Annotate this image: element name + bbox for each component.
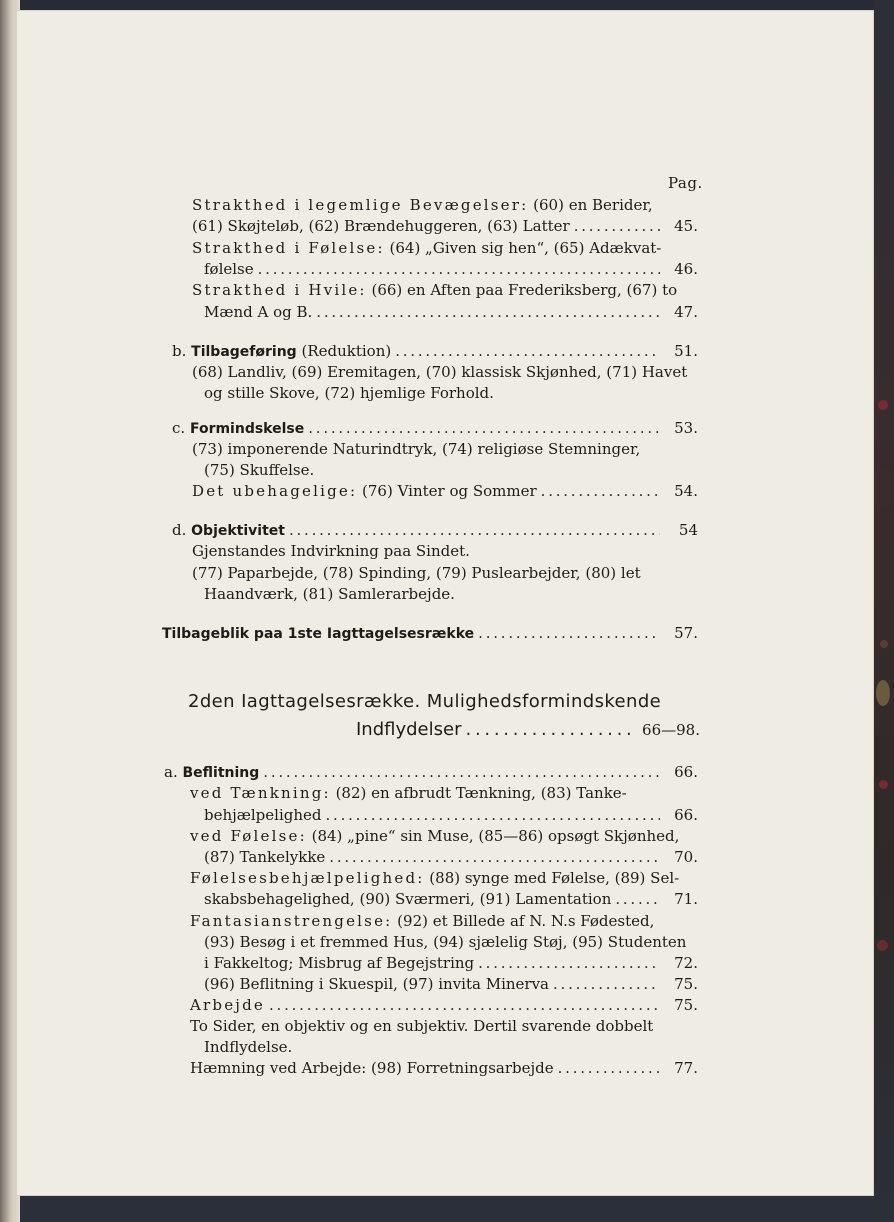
toc-line-10: c. Formindskelse . . . 53. (172, 418, 698, 439)
toc-line-31: (96) Beflitning i Skuespil, (97) invita Minerva . . . 75. (204, 974, 698, 994)
toc-line-17: Haandværk, (81) Samlerarbejde. (204, 585, 455, 603)
toc-line-27: skabsbehagelighed, (90) Sværmeri, (91) Lamentation . . . 71. (204, 889, 698, 909)
section-2-heading: 2den Iagttagelsesrække. Mulighedsformindskende (188, 691, 662, 712)
toc-line-22: ved Tænkning: (82) en afbrudt Tænkning, (83) Tanke- (190, 784, 627, 802)
toc-line-24: ved Følelse: (84) „pine“ sin Muse, (85—86) opsøgt Skjønhed, (190, 827, 680, 845)
toc-line-32: Arbejde . . . 75. (190, 995, 698, 1015)
toc-line-15: Gjenstandes Indvirkning paa Sindet. (192, 542, 470, 560)
toc-line-34: Indflydelse. (204, 1038, 293, 1056)
book-cover-right (874, 0, 894, 1222)
toc-line-30: i Fakkeltog; Misbrug af Begejstring . . . 72. (204, 953, 698, 973)
toc-line-28: Fantasianstrengelse: (92) et Billede af N. N.s Fødested, (190, 912, 655, 930)
toc-line-16: (77) Paparbejde, (78) Spinding, (79) Puslearbejder, (80) let (192, 564, 641, 582)
toc-line-5: Strakthed i Hvile: (66) en Aften paa Frederiksberg, (67) to (192, 281, 678, 299)
toc-line-9: og stille Skove, (72) hjemlige Forhold. (204, 384, 494, 402)
toc-line-23: behjælpelighed . . . 66. (204, 805, 698, 825)
toc-line-21: a. Beflitning . . . 66. (164, 762, 698, 783)
toc-line-12: (75) Skuffelse. (204, 461, 315, 479)
toc-line-8: (68) Landliv, (69) Eremitagen, (70) klassisk Skjønhed, (71) Havet (192, 363, 688, 381)
toc-line-13: Det ubehagelige: (76) Vinter og Sommer . . . 54. (192, 481, 698, 501)
toc-line-14: d. Objektivitet . . . 54 (172, 520, 698, 541)
toc-line-2: (61) Skøjteløb, (62) Brændehuggeren, (63) Latter . . . 45. (192, 216, 698, 236)
toc-line-33: To Sider, en objektiv og en subjektiv. Dertil svarende dobbelt (190, 1017, 654, 1035)
toc-line-35: Hæmning ved Arbejde: (98) Forretningsarbejde . . . 77. (190, 1058, 698, 1078)
toc-line-1: Strakthed i legemlige Bevægelser: (60) en Berider, (192, 196, 653, 214)
page-column-header: Pag. (668, 174, 703, 192)
toc-line-3: Strakthed i Følelse: (64) „Given sig hen“, (65) Adækvat- (192, 239, 662, 257)
toc-line-25: (87) Tankelykke . . . 70. (204, 847, 698, 867)
toc-line-4: følelse . . . 46. (204, 259, 698, 279)
toc-line-18: Tilbageblik paa 1ste Iagttagelsesrække . . . 57. (162, 623, 698, 644)
toc-line-6: Mænd A og B. . . . 47. (204, 302, 698, 322)
section-2-heading-line-2: Indflydelser . . . 66—98. (356, 720, 700, 740)
toc-line-26: Følelsesbehjælpelighed: (88) synge med Følelse, (89) Sel- (190, 869, 680, 887)
toc-line-11: (73) imponerende Naturindtryk, (74) religiøse Stemninger, (192, 440, 641, 458)
toc-line-7: b. Tilbageføring (Reduktion) . . . 51. (172, 341, 698, 362)
toc-line-29: (93) Besøg i et fremmed Hus, (94) sjælelig Støj, (95) Studenten (204, 933, 687, 951)
